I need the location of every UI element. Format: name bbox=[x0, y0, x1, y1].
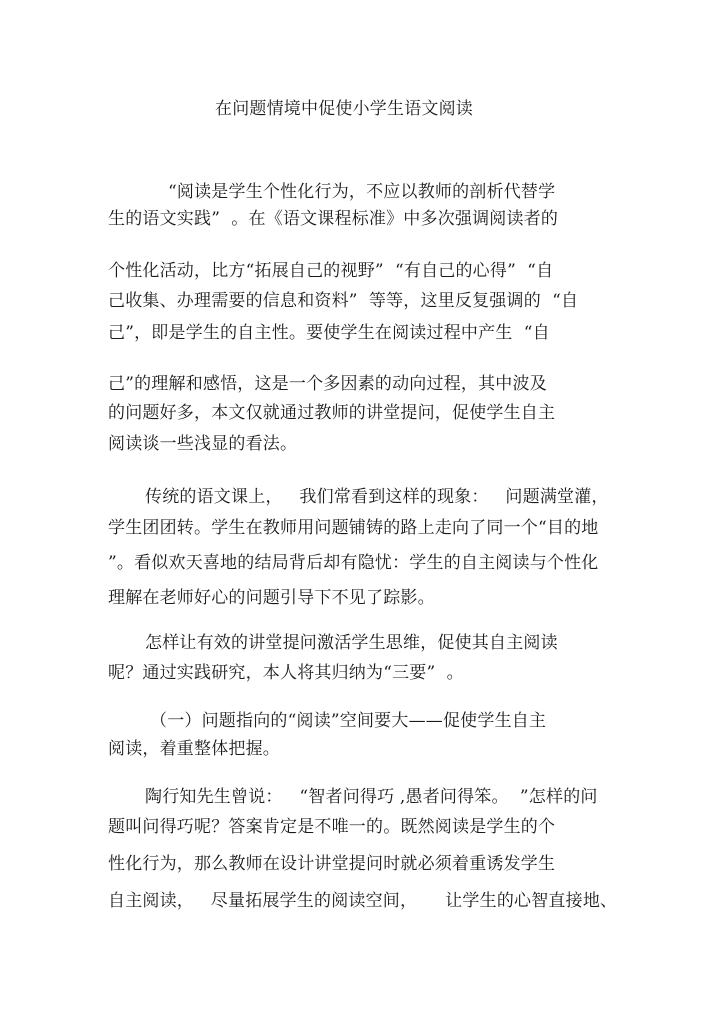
paragraph-2-line-4: 理解在老师好心的问题引导下不见了踪影。 bbox=[108, 588, 435, 608]
paragraph-3-line-1: 怎样让有效的讲堂提问激活学生思维，促使其自主阅读 bbox=[145, 633, 558, 653]
paragraph-2-line-1: 传统的语文课上， 我们常看到这样的现象： 问题满堂灌， bbox=[145, 487, 609, 507]
paragraph-4-line-2: 题叫问得巧呢？答案肯定是不唯一的。既然阅读是学生的个 bbox=[108, 817, 556, 837]
paragraph-2-line-2: 学生团团转。学生在教师用问题铺铸的路上走向了同一个“目的地 bbox=[108, 518, 599, 538]
paragraph-1-line-6: 己”的理解和感悟，这是一个多因素的动向过程，其中波及 bbox=[108, 374, 547, 394]
section-heading-line-2: 阅读，着重整体把握。 bbox=[108, 739, 280, 759]
paragraph-1-line-4: 己收集、办理需要的信息和资料” 等等，这里反复强调的 “自 bbox=[108, 291, 579, 311]
section-heading-line-1: （一）问题指向的“阅读”空间要大——促使学生自主 bbox=[150, 711, 547, 731]
paragraph-1-line-8: 阅读谈一些浅显的看法。 bbox=[108, 434, 298, 454]
paragraph-4-line-3: 性化行为，那么教师在设计讲堂提问时就必须着重诱发学生 bbox=[108, 854, 556, 874]
paragraph-1-line-2: 生的语文实践” 。在《语文课程标准》中多次强调阅读者的 bbox=[108, 209, 559, 229]
paragraph-4-line-4: 自主阅读， 尽量拓展学生的阅读空间， 让学生的心智直接地、 bbox=[108, 891, 618, 911]
paragraph-1-line-1: “阅读是学生个性化行为，不应以教师的剖析代替学 bbox=[168, 182, 556, 202]
paragraph-4-line-1: 陶行知先生曾说： “智者问得巧 ,愚者问得笨。 ”怎样的问 bbox=[145, 787, 598, 807]
document-title: 在问题情境中促使小学生语文阅读 bbox=[215, 99, 473, 119]
paragraph-1-line-3: 个性化活动，比方“拓展自己的视野” “有自己的心得” “自 bbox=[108, 261, 554, 281]
paragraph-1-line-5: 己”，即是学生的自主性。要使学生在阅读过程中产生 “自 bbox=[108, 323, 550, 343]
paragraph-2-line-3: ”。看似欢天喜地的结局背后却有隐忧：学生的自主阅读与个性化 bbox=[108, 553, 599, 573]
paragraph-3-line-2: 呢？通过实践研究，本人将其归纳为“三要” 。 bbox=[108, 663, 464, 683]
paragraph-1-line-7: 的问题好多，本文仅就通过教师的讲堂提问，促使学生自主 bbox=[108, 403, 556, 423]
